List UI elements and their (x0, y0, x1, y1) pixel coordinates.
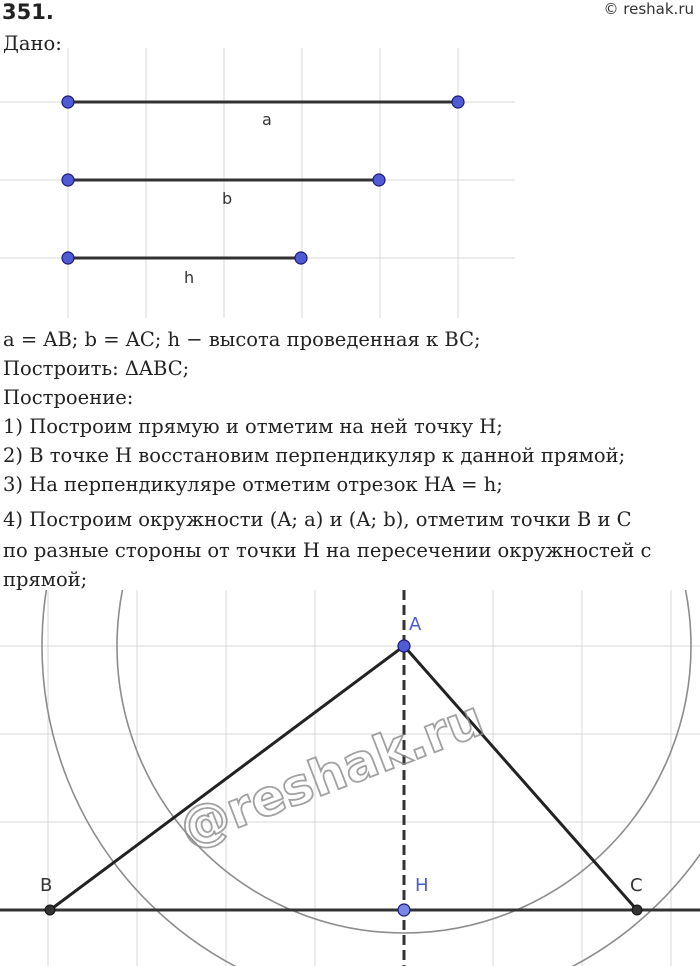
label-C: C (630, 875, 643, 896)
step-2: 2) В точке H восстановим перпендикуляр к данной прямой; (3, 444, 626, 467)
reshak-watermark: @reshak.ru (171, 689, 492, 859)
side-AC (404, 646, 637, 910)
point-H (398, 904, 410, 916)
site-watermark: © reshak.ru (603, 0, 694, 18)
point-C (632, 905, 642, 915)
label-B: B (40, 875, 53, 896)
segment-h-label: h (184, 268, 195, 287)
given-label: Дано: (3, 32, 62, 55)
given-segments-figure (0, 48, 700, 338)
construction-heading: Построение: (3, 386, 134, 409)
segment-h-start-point (62, 252, 74, 264)
task-line: Построить: ΔABC; (3, 357, 190, 380)
segment-a-label: a (262, 110, 272, 129)
step-1: 1) Построим прямую и отметим на ней точку H; (3, 415, 503, 438)
step-4-line-2: по разные стороны от точки H на пересечении окружностей с (3, 539, 652, 562)
step-3: 3) На перпендикуляре отметим отрезок HA = h; (3, 473, 503, 496)
segment-h-end-point (295, 252, 307, 264)
segments-grid (0, 48, 515, 318)
construction-figure (0, 590, 700, 966)
definition-line: a = AB; b = AC; h − высота проведенная к BC; (3, 328, 481, 351)
segment-b-label: b (222, 189, 233, 208)
problem-number: 351. (2, 0, 54, 24)
label-H: H (415, 875, 429, 896)
point-B (45, 905, 55, 915)
segment-a-start-point (62, 96, 74, 108)
segment-a-end-point (452, 96, 464, 108)
step-4-line-1: 4) Построим окружности (A; a) и (A; b), отметим точки B и C (3, 508, 632, 531)
label-A: A (409, 614, 422, 635)
segment-b-end-point (373, 174, 385, 186)
point-A (398, 640, 410, 652)
step-4-line-3: прямой; (3, 568, 88, 591)
segment-b-start-point (62, 174, 74, 186)
